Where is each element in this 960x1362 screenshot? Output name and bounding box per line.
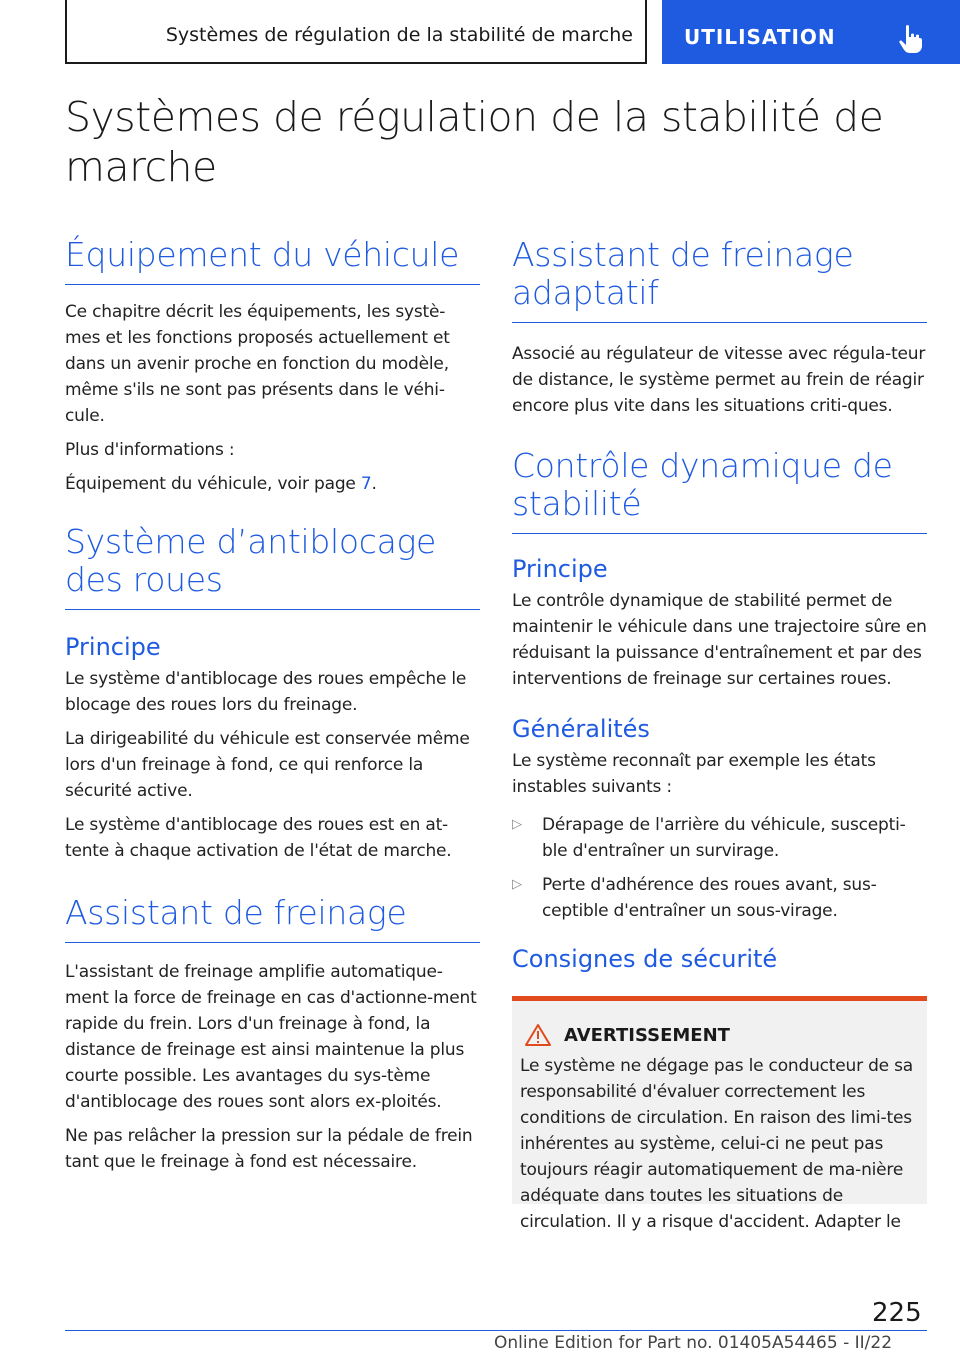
page-title: Systèmes de régulation de la stabilité de marche (65, 93, 884, 191)
header-section-box (65, 0, 647, 64)
hand-pointer-icon (898, 24, 924, 54)
brake-assist-paragraph-1: L'assistant de freinage amplifie automatique-ment la force de freinage en cas d'actionne-ment rapide du frein. Lors d'un freinage à fond, la distance de freinage est ainsi maintenue la plus courte possible. Les avantages du sys-tème d'antiblocage des roues sont alors ex-ploités. (65, 962, 477, 1112)
list-item (512, 872, 927, 924)
abs-paragraph-2: La dirigeabilité du véhicule est conservée même lors d'un freinage à fond, ce qui renforce la sécurité active. (65, 729, 470, 801)
equipement-ref-end: . (371, 474, 377, 494)
equipement-paragraph-1: Ce chapitre décrit les équipements, les systè-mes et les fonctions proposés actuellement et dans un avenir proche en fonction du modèle, même s'ils ne sont pas présents dans le véhi-cule. (65, 302, 450, 426)
warning-header (524, 1023, 919, 1047)
heading-brake-assist: Assistant de freinage (65, 894, 480, 943)
warning-box (512, 996, 927, 1232)
dsc-generalites-paragraph: Le système reconnaît par exemple les états instables suivants : (512, 751, 876, 797)
chapter-tab[interactable] (662, 0, 960, 64)
bullet-triangle-icon: ▷ (512, 877, 522, 892)
list-item-text: Dérapage de l'arrière du véhicule, suscepti-ble d'entraîner un survirage. (542, 815, 906, 861)
left-column (65, 236, 480, 1175)
heading-equipement: Équipement du véhicule (65, 236, 480, 285)
heading-dsc-generalites: Généralités (512, 715, 650, 743)
dsc-bullet-list (512, 812, 927, 924)
brake-assist-paragraph-2: Ne pas relâcher la pression sur la pédale de frein tant que le freinage à fond est nécessaire. (65, 1126, 473, 1172)
equipement-paragraph-3 (65, 471, 480, 497)
footer-divider (65, 1330, 927, 1331)
header-section-title: Systèmes de régulation de la stabilité de marche (165, 24, 633, 46)
heading-abs: Système d’antiblocage des roues (65, 523, 480, 610)
page-header (0, 0, 960, 66)
abs-paragraph-1: Le système d'antiblocage des roues empêche le blocage des roues lors du freinage. (65, 669, 467, 715)
heading-safety: Consignes de sécurité (512, 945, 778, 973)
warning-triangle-icon (524, 1023, 552, 1047)
dsc-principe-paragraph: Le contrôle dynamique de stabilité permet de maintenir le véhicule dans une trajectoire sûre en réduisant la puissance d'entraînement et par des interventions de freinage sur certaines roues. (512, 591, 927, 689)
heading-abs-principe: Principe (65, 633, 161, 661)
equipement-ref-text: Équipement du véhicule, voir page (65, 474, 361, 494)
page-number: 225 (872, 1298, 922, 1328)
list-item-text: Perte d'adhérence des roues avant, sus-ceptible d'entraîner un sous-virage. (542, 875, 877, 921)
heading-dsc-principe: Principe (512, 555, 608, 583)
heading-adaptive-brake: Assistant de freinage adaptatif (512, 236, 927, 323)
heading-dsc: Contrôle dynamique de stabilité (512, 447, 927, 534)
bullet-triangle-icon: ▷ (512, 817, 522, 832)
abs-paragraph-3: Le système d'antiblocage des roues est en at-tente à chaque activation de l'état de marche. (65, 815, 452, 861)
adaptive-paragraph: Associé au régulateur de vitesse avec régula-teur de distance, le système permet au frein de réagir encore plus vite dans les situations criti-ques. (512, 344, 926, 416)
page-link[interactable]: 7 (360, 474, 372, 494)
warning-title: AVERTISSEMENT (564, 1024, 730, 1046)
list-item (512, 812, 927, 864)
equipement-paragraph-2: Plus d'informations : (65, 440, 235, 460)
footer-edition: Online Edition for Part no. 01405A54465 - II/22 (494, 1333, 893, 1353)
chapter-tab-label: UTILISATION (684, 25, 836, 49)
right-column (512, 235, 927, 1232)
warning-text: Le système ne dégage pas le conducteur de sa responsabilité d'évaluer correctement les conditions de circulation. En raison des limi-tes inhérentes au système, celui-ci ne peut pas toujours réagir automatiquement de ma-nière adéquate dans toutes les situations de circulation. Il y a risque d'accident. Adapter le (520, 1056, 914, 1232)
